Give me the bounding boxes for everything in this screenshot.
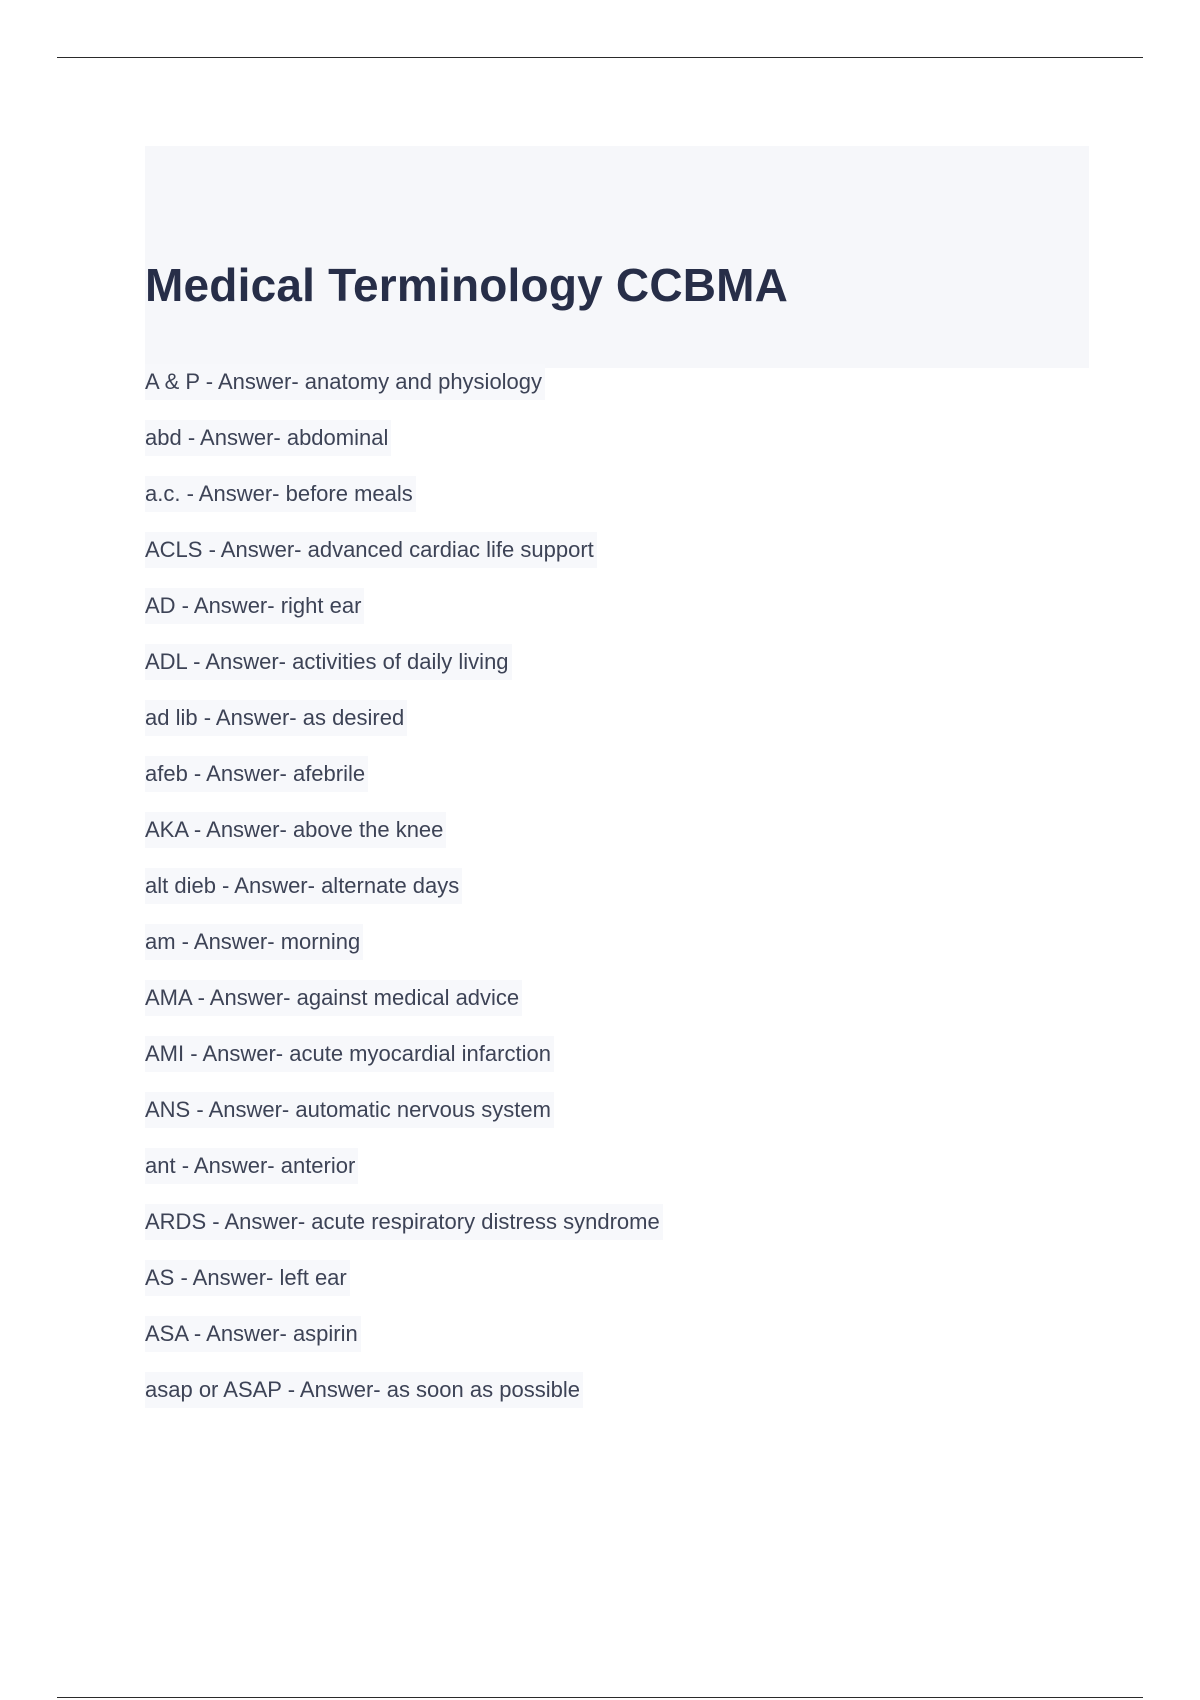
term-text: alt dieb - Answer- alternate days: [145, 868, 462, 904]
list-item: [145, 1036, 663, 1092]
header-rule: [57, 57, 1143, 58]
term-text: ANS - Answer- automatic nervous system: [145, 1092, 554, 1128]
term-text: AKA - Answer- above the knee: [145, 812, 446, 848]
list-item: [145, 476, 663, 532]
term-text: AMA - Answer- against medical advice: [145, 980, 522, 1016]
term-text: ARDS - Answer- acute respiratory distress syndrome: [145, 1204, 663, 1240]
term-text: a.c. - Answer- before meals: [145, 476, 416, 512]
list-item: [145, 1092, 663, 1148]
term-text: AMI - Answer- acute myocardial infarction: [145, 1036, 554, 1072]
term-list: [145, 364, 663, 1428]
term-text: ADL - Answer- activities of daily living: [145, 644, 512, 680]
list-item: [145, 420, 663, 476]
footer-rule: [57, 1697, 1143, 1698]
list-item: [145, 1372, 663, 1428]
term-text: AS - Answer- left ear: [145, 1260, 350, 1296]
term-text: ant - Answer- anterior: [145, 1148, 358, 1184]
list-item: [145, 588, 663, 644]
list-item: [145, 868, 663, 924]
list-item: [145, 1204, 663, 1260]
list-item: [145, 1260, 663, 1316]
term-text: abd - Answer- abdominal: [145, 420, 391, 456]
list-item: [145, 756, 663, 812]
term-text: am - Answer- morning: [145, 924, 363, 960]
list-item: [145, 644, 663, 700]
term-text: AD - Answer- right ear: [145, 588, 364, 624]
term-text: ad lib - Answer- as desired: [145, 700, 407, 736]
document-title: Medical Terminology CCBMA: [145, 259, 789, 311]
list-item: [145, 812, 663, 868]
list-item: [145, 1148, 663, 1204]
term-text: A & P - Answer- anatomy and physiology: [145, 364, 545, 400]
list-item: [145, 1316, 663, 1372]
list-item: [145, 700, 663, 756]
term-text: ASA - Answer- aspirin: [145, 1316, 361, 1352]
term-text: asap or ASAP - Answer- as soon as possible: [145, 1372, 583, 1408]
list-item: [145, 924, 663, 980]
term-text: ACLS - Answer- advanced cardiac life support: [145, 532, 597, 568]
term-text: afeb - Answer- afebrile: [145, 756, 368, 792]
list-item: [145, 364, 663, 420]
list-item: [145, 980, 663, 1036]
list-item: [145, 532, 663, 588]
